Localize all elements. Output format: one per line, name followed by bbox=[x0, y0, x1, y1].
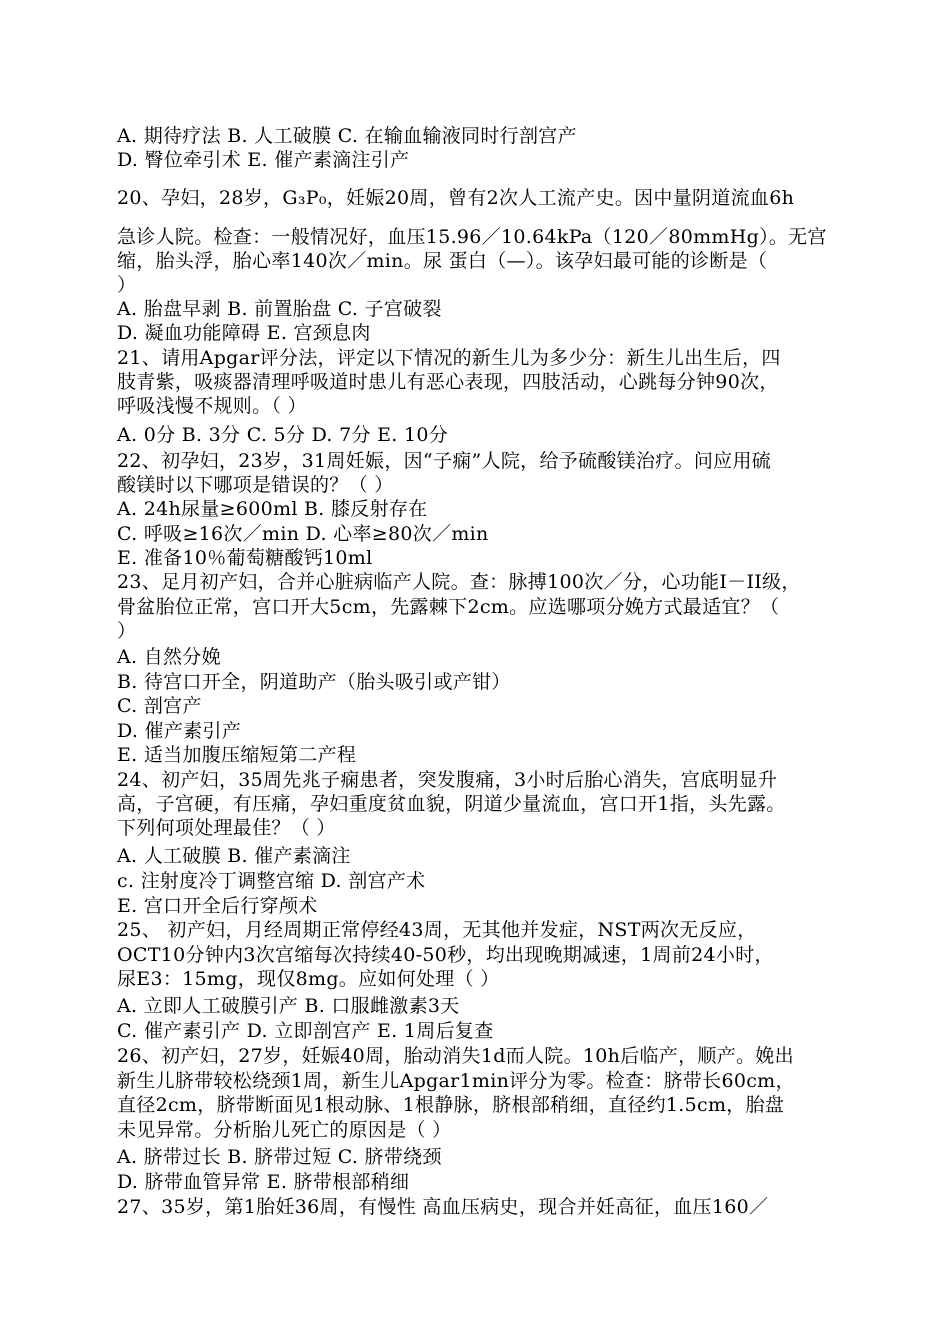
text-line: 27、35岁，第1胎妊36周，有慢性 高血压病史，现合并妊高征，血压160／ bbox=[117, 1196, 769, 1218]
text-line: C. 催产素引产 D. 立即剖宫产 E. 1周后复查 bbox=[117, 1020, 494, 1042]
text-line: 26、初产妇，27岁，妊娠40周，胎动消失1d而人院。10h后临产，顺产。娩出 bbox=[117, 1045, 794, 1067]
text-line: 23、足月初产妇，合并心脏病临产人院。查：脉搏100次／分，心功能I－II级， bbox=[117, 571, 801, 593]
text-line: A. 立即人工破膜引产 B. 口服雌激素3天 bbox=[117, 995, 460, 1017]
text-line: ） bbox=[117, 620, 137, 642]
text-line: A. 脐带过长 B. 脐带过短 C. 脐带绕颈 bbox=[117, 1146, 442, 1168]
text-line: A. 0分 B. 3分 C. 5分 D. 7分 E. 10分 bbox=[117, 424, 449, 446]
text-line: 骨盆胎位正常，宫口开大5cm，先露棘下2cm。应选哪项分娩方式最适宜？（ bbox=[117, 596, 780, 618]
text-line: 21、请用Apgar评分法，评定以下情况的新生儿为多少分：新生儿出生后，四 bbox=[117, 347, 781, 369]
text-line: 直径2cm，脐带断面见1根动脉、1根静脉，脐根部稍细，直径约1.5cm，胎盘 bbox=[117, 1094, 785, 1116]
text-line: D. 凝血功能障碍 E. 宫颈息肉 bbox=[117, 322, 371, 344]
text-line: c. 注射度冷丁调整宫缩 D. 剖宫产术 bbox=[117, 870, 426, 892]
text-line: E. 宫口开全后行穿颅术 bbox=[117, 895, 318, 917]
text-line: 尿E3：15mg，现仅8mg。应如何处理（ ） bbox=[117, 968, 500, 990]
text-line: 呼吸浅慢不规则。（ ） bbox=[117, 395, 307, 417]
text-line: A. 自然分娩 bbox=[117, 646, 221, 668]
text-line: 24、初产妇，35周先兆子痫患者，突发腹痛，3小时后胎心消失，宫底明显升 bbox=[117, 769, 778, 791]
text-line: ） bbox=[117, 274, 137, 296]
text-line: 酸镁时以下哪项是错误的？（ ） bbox=[117, 474, 394, 496]
text-line: 急诊人院。检查：一般情况好，血压15.96／10.64kPa（120／80mmHg）。无宫 bbox=[117, 226, 827, 248]
text-line: A. 胎盘早剥 B. 前置胎盘 C. 子宫破裂 bbox=[117, 298, 442, 320]
text-line: 未见异常。分析胎儿死亡的原因是（ ） bbox=[117, 1119, 452, 1141]
text-line: C. 剖宫产 bbox=[117, 695, 202, 717]
text-line: OCT10分钟内3次宫缩每次持续40-50秒，均出现晚期减速，1周前24小时， bbox=[117, 944, 774, 966]
text-line: 22、初孕妇，23岁，31周妊娠，因“子痫”人院，给予硫酸镁治疗。问应用硫 bbox=[117, 450, 772, 472]
text-line: 缩，胎头浮，胎心率140次／min。尿 蛋白（—）。该孕妇最可能的诊断是（ bbox=[117, 250, 768, 272]
text-line: 下列何项处理最佳？（ ） bbox=[117, 817, 336, 839]
text-line: 肢青紫，吸痰器清理呼吸道时患儿有恶心表现，四肢活动，心跳每分钟90次， bbox=[117, 371, 779, 393]
text-line: 高，子宫硬，有压痛，孕妇重度贫血貌，阴道少量流血，宫口开1指，头先露。 bbox=[117, 793, 786, 815]
text-line: 25、 初产妇，月经周期正常停经43周，无其他并发症，NST两次无反应， bbox=[117, 919, 757, 941]
text-line: E. 准备10％葡萄糖酸钙10ml bbox=[117, 547, 373, 569]
text-line: 新生儿脐带较松绕颈1周，新生儿Apgar1min评分为零。检查：脐带长60cm， bbox=[117, 1070, 795, 1092]
text-line: A. 24h尿量≥600ml B. 膝反射存在 bbox=[117, 498, 428, 520]
text-line: D. 臀位牵引术 E. 催产素滴注引产 bbox=[117, 149, 410, 171]
text-line: D. 催产素引产 bbox=[117, 720, 242, 742]
text-line: D. 脐带血管异常 E. 脐带根部稍细 bbox=[117, 1171, 410, 1193]
text-line: A. 期待疗法 B. 人工破膜 C. 在输血输液同时行剖宫产 bbox=[117, 125, 577, 147]
text-line: 20、孕妇，28岁，G₃P₀，妊娠20周，曾有2次人工流产史。因中量阴道流血6h bbox=[117, 187, 795, 209]
text-line: C. 呼吸≥16次／min D. 心率≥80次／min bbox=[117, 523, 489, 545]
text-line: E. 适当加腹压缩短第二产程 bbox=[117, 744, 357, 766]
text-line: A. 人工破膜 B. 催产素滴注 bbox=[117, 845, 351, 867]
text-line: B. 待宫口开全，阴道助产（胎头吸引或产钳） bbox=[117, 671, 511, 693]
